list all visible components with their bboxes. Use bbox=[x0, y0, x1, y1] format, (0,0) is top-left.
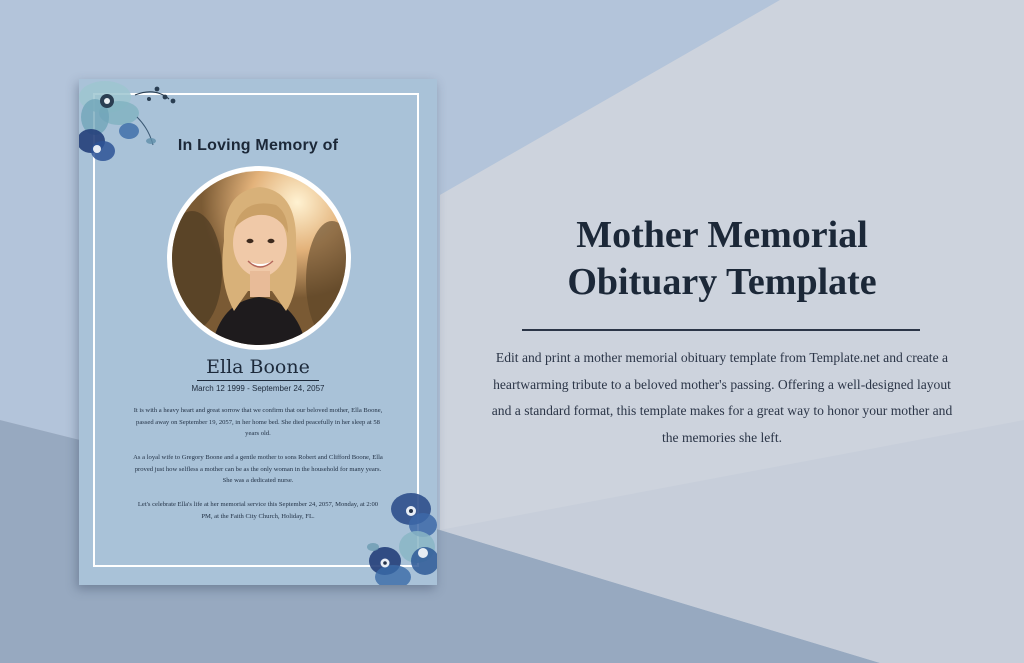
watercolor-flowers-icon bbox=[365, 489, 437, 585]
watercolor-flowers-icon bbox=[79, 79, 187, 177]
template-title: Mother Memorial Obituary Template bbox=[567, 214, 877, 303]
portrait-photo-icon bbox=[172, 171, 346, 345]
name-underline bbox=[197, 380, 319, 381]
memorial-heading: In Loving Memory of bbox=[177, 137, 339, 154]
obituary-flyer bbox=[79, 79, 437, 585]
deceased-name: Ella Boone bbox=[206, 356, 310, 378]
life-dates: March 12 1999 - September 24, 2057 bbox=[191, 384, 325, 393]
title-divider bbox=[522, 329, 920, 331]
obituary-paragraph: It is with a heavy heart and great sorrow that we confirm that our beloved mother, Ella Boone, passed away on September 19, 2057, in her home bed. She died peacefully in her sleep at 58 years old. bbox=[133, 407, 383, 437]
obituary-paragraph: Let's celebrate Ella's life at her memorial service this September 24, 2057, Monday, at 2:00 PM, at the Faith City Church, Holiday, FL. bbox=[137, 501, 379, 520]
obituary-paragraph: As a loyal wife to Gregory Boone and a gentle mother to sons Robert and Clifford Boone, Ella proved just how selfless a mother can be as the only woman in the household for many years. She was a dedicated nurse. bbox=[133, 454, 383, 484]
portrait-frame bbox=[167, 166, 351, 350]
template-description: Edit and print a mother memorial obituary template from Template.net and create a heartwarming tribute to a beloved mother's passing. Offering a well-designed layout and a standard format, this template makes for a great way to honor your mother and the memories she left. bbox=[491, 350, 953, 445]
